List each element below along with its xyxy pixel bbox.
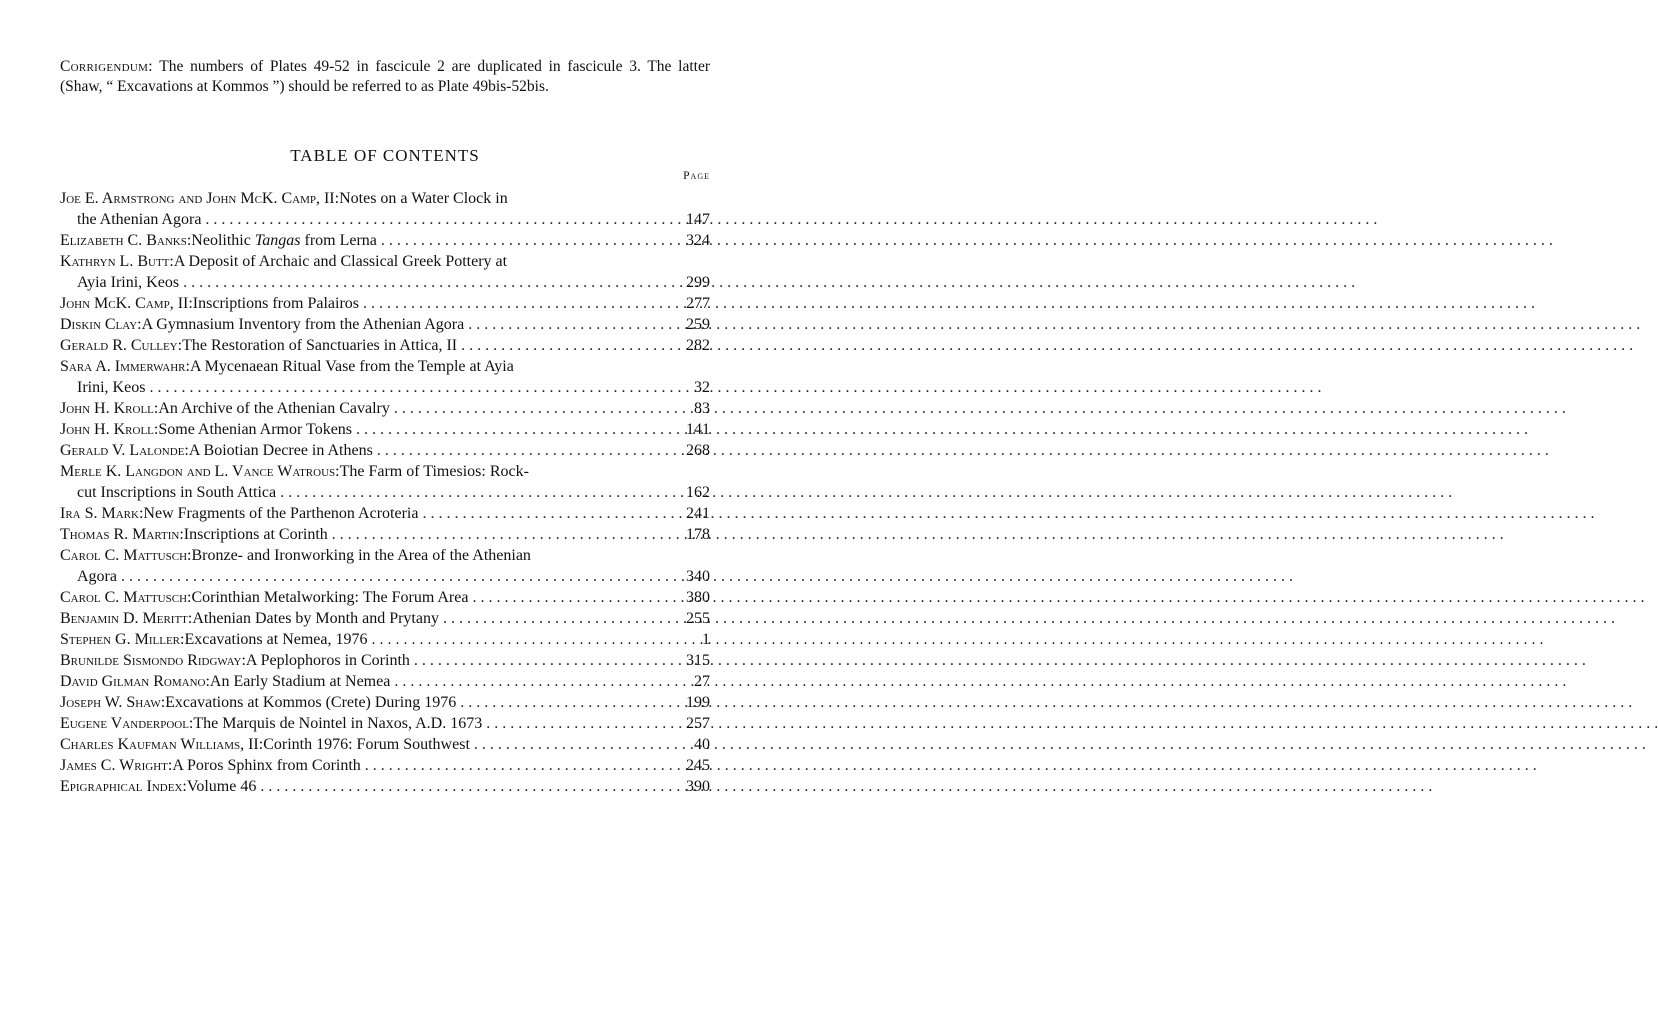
dot-leader xyxy=(365,755,1537,776)
toc-entry-title: Corinth 1976: Forum Southwest xyxy=(263,736,470,753)
toc-list xyxy=(60,188,710,797)
toc-entry-first-line xyxy=(60,713,666,734)
toc-entry-author: Joe E. Armstrong and John McK. Camp, II: xyxy=(60,190,340,207)
toc-entry-text xyxy=(60,335,666,356)
toc-entry-author: Epigraphical Index: xyxy=(60,778,187,795)
dot-leader xyxy=(468,314,1640,335)
toc-entry-text xyxy=(60,230,666,251)
toc-entry xyxy=(60,755,710,776)
toc-entry-title: Inscriptions at Corinth xyxy=(183,526,328,543)
toc-entry-author: Joseph W. Shaw: xyxy=(60,694,166,711)
toc-entry-title: Volume 46 xyxy=(186,778,257,795)
toc-entry-continuation xyxy=(60,482,666,503)
toc-entry-text xyxy=(60,692,666,713)
dot-leader xyxy=(332,524,1504,545)
toc-entry-continuation-text: Ayia Irini, Keos xyxy=(77,274,180,291)
toc-entry-page-number: 340 xyxy=(686,568,710,585)
toc-entry xyxy=(60,524,710,545)
toc-entry xyxy=(60,692,710,713)
toc-entry-page-number: 282 xyxy=(686,337,710,354)
dot-leader xyxy=(422,503,1594,524)
dot-leader xyxy=(372,629,1544,650)
toc-entry-title: The Marquis de Nointel in Naxos, A.D. 1673 xyxy=(193,715,483,732)
toc-entry xyxy=(60,335,710,356)
toc-entry-first-line xyxy=(60,188,666,209)
toc-entry-title: Bronze- and Ironworking in the Area of the Athenian xyxy=(191,547,531,564)
dot-leader xyxy=(394,398,1566,419)
toc-entry-page-number: 268 xyxy=(686,442,710,459)
toc-entry-title: A Boiotian Decree in Athens xyxy=(188,442,373,459)
dot-leader xyxy=(260,776,1432,797)
toc-entry-author: Stephen G. Miller: xyxy=(60,631,185,648)
toc-entry-author: Elizabeth C. Banks: xyxy=(60,232,192,249)
dot-leader xyxy=(377,440,1549,461)
dot-leader xyxy=(414,650,1586,671)
toc-entry-first-line xyxy=(60,524,666,545)
toc-entry-text xyxy=(60,314,666,335)
toc-entry-first-line xyxy=(60,650,666,671)
toc-entry-first-line xyxy=(60,503,666,524)
toc-entry-text xyxy=(60,356,666,398)
corrigendum-text: The numbers of Plates 49-52 in fascicule 2 are duplicated in fascicule 3. The latter (Shaw, “ Excavations at Kommos ”) should be referred to as Plate 49bis-52bis. xyxy=(60,58,710,95)
toc-entry-text xyxy=(60,650,666,671)
toc-entry-author: Sara A. Immerwahr: xyxy=(60,358,190,375)
toc-entry-title: The Farm of Timesios: Rock- xyxy=(339,463,529,480)
toc-entry xyxy=(60,230,710,251)
toc-entry-first-line xyxy=(60,356,666,377)
toc-entry-title: Some Athenian Armor Tokens xyxy=(158,421,353,438)
toc-entry-first-line xyxy=(60,692,666,713)
toc-entry-author: Carol C. Mattusch: xyxy=(60,589,192,606)
toc-entry-page-number: 299 xyxy=(686,274,710,291)
toc-entry xyxy=(60,587,710,608)
toc-entry-first-line xyxy=(60,461,666,482)
toc-entry xyxy=(60,650,710,671)
toc-entry-author: John H. Kroll: xyxy=(60,421,159,438)
dot-leader xyxy=(149,377,1321,398)
document-page xyxy=(60,57,710,797)
toc-entry-title: A Poros Sphinx from Corinth xyxy=(172,757,361,774)
dot-leader xyxy=(394,671,1566,692)
corrigendum-note xyxy=(60,57,710,97)
toc-entry xyxy=(60,776,710,797)
toc-entry-title: An Early Stadium at Nemea xyxy=(209,673,391,690)
toc-entry-page-number: 32 xyxy=(694,379,710,396)
toc-entry xyxy=(60,293,710,314)
toc-entry-text xyxy=(60,629,666,650)
toc-entry-author: Benjamin D. Meritt: xyxy=(60,610,193,627)
dot-leader xyxy=(205,209,1377,230)
dot-leader xyxy=(280,482,1452,503)
toc-entry-page-number: 277 xyxy=(686,295,710,312)
toc-entry xyxy=(60,314,710,335)
toc-entry-page-number: 199 xyxy=(686,694,710,711)
toc-entry-title: Notes on a Water Clock in xyxy=(339,190,508,207)
toc-entry-page-number: 178 xyxy=(686,526,710,543)
toc-entry-text xyxy=(60,251,666,293)
toc-entry-title: Neolithic Tangas from Lerna xyxy=(191,232,377,249)
toc-entry-author: Merle K. Langdon and L. Vance Watrous: xyxy=(60,463,340,480)
toc-entry-page-number: 245 xyxy=(686,757,710,774)
toc-entry xyxy=(60,713,710,734)
toc-entry-page-number: 40 xyxy=(694,736,710,753)
toc-entry-author: John McK. Camp, II: xyxy=(60,295,193,312)
toc-entry-first-line xyxy=(60,230,666,251)
toc-entry-first-line xyxy=(60,734,666,755)
toc-entry xyxy=(60,545,710,587)
toc-entry-author: Brunilde Sismondo Ridgway: xyxy=(60,652,246,669)
toc-entry-author: Gerald V. Lalonde: xyxy=(60,442,189,459)
toc-entry-title: A Gymnasium Inventory from the Athenian Agora xyxy=(141,316,465,333)
toc-entry-title: Excavations at Kommos (Crete) During 1976 xyxy=(165,694,457,711)
toc-entry-author: Kathryn L. Butt: xyxy=(60,253,174,270)
toc-entry-title: An Archive of the Athenian Cavalry xyxy=(158,400,390,417)
toc-entry-author: John H. Kroll: xyxy=(60,400,159,417)
toc-entry-text xyxy=(60,440,666,461)
toc-entry-title: A Mycenaean Ritual Vase from the Temple at Ayia xyxy=(189,358,514,375)
toc-title: TABLE OF CONTENTS xyxy=(290,146,480,165)
toc-entry-first-line xyxy=(60,755,666,776)
dot-leader xyxy=(461,335,1633,356)
dot-leader xyxy=(356,419,1528,440)
toc-entry-page-number: 147 xyxy=(686,211,710,228)
dot-leader xyxy=(472,587,1644,608)
toc-entry xyxy=(60,608,710,629)
toc-entry-title: A Peplophoros in Corinth xyxy=(245,652,410,669)
toc-entry-first-line xyxy=(60,335,666,356)
dot-leader xyxy=(363,293,1535,314)
toc-entry-text xyxy=(60,419,666,440)
toc-entry-first-line xyxy=(60,251,666,272)
toc-entry-continuation-text: Irini, Keos xyxy=(77,379,146,396)
toc-entry-page-number: 259 xyxy=(686,316,710,333)
toc-entry-author: Carol C. Mattusch: xyxy=(60,547,192,564)
toc-entry-continuation xyxy=(60,566,666,587)
toc-entry-author: Diskin Clay: xyxy=(60,316,142,333)
toc-entry-text xyxy=(60,524,666,545)
toc-entry-page-number: 141 xyxy=(686,421,710,438)
dot-leader xyxy=(381,230,1553,251)
toc-entry-page-number: 241 xyxy=(686,505,710,522)
toc-entry-text xyxy=(60,587,666,608)
toc-entry-first-line xyxy=(60,398,666,419)
dot-leader xyxy=(486,713,1658,734)
dot-leader xyxy=(460,692,1632,713)
toc-entry-text xyxy=(60,461,666,503)
toc-entry-continuation xyxy=(60,272,666,293)
toc-entry-text xyxy=(60,776,666,797)
toc-entry-title: Athenian Dates by Month and Prytany xyxy=(192,610,439,627)
toc-entry-page-number: 255 xyxy=(686,610,710,627)
toc-entry xyxy=(60,356,710,398)
toc-entry-first-line xyxy=(60,608,666,629)
toc-entry-text xyxy=(60,188,666,230)
toc-entry-text xyxy=(60,755,666,776)
toc-entry-first-line xyxy=(60,587,666,608)
dot-leader xyxy=(183,272,1355,293)
toc-entry-author: Thomas R. Martin: xyxy=(60,526,184,543)
toc-entry xyxy=(60,440,710,461)
toc-entry-author: Gerald R. Culley: xyxy=(60,337,183,354)
toc-entry-page-number: 162 xyxy=(686,484,710,501)
dot-leader xyxy=(474,734,1646,755)
toc-entry xyxy=(60,503,710,524)
toc-entry-text xyxy=(60,503,666,524)
toc-entry xyxy=(60,461,710,503)
toc-entry-continuation-text: cut Inscriptions in South Attica xyxy=(77,484,277,501)
toc-entry-text xyxy=(60,671,666,692)
toc-entry-author: Ira S. Mark: xyxy=(60,505,144,522)
toc-entry-page-number: 1 xyxy=(702,631,710,648)
toc-entry-text xyxy=(60,713,666,734)
toc-entry xyxy=(60,398,710,419)
toc-entry-continuation-text: Agora xyxy=(77,568,117,585)
toc-entry-title: Excavations at Nemea, 1976 xyxy=(184,631,368,648)
toc-entry xyxy=(60,629,710,650)
toc-entry-first-line xyxy=(60,629,666,650)
toc-entry-first-line xyxy=(60,419,666,440)
toc-entry-title: Corinthian Metalworking: The Forum Area xyxy=(191,589,469,606)
toc-entry-title: New Fragments of the Parthenon Acroteria xyxy=(143,505,419,522)
toc-entry-page-number: 380 xyxy=(686,589,710,606)
toc-entry-page-number: 27 xyxy=(694,673,710,690)
toc-entry-page-number: 257 xyxy=(686,715,710,732)
toc-entry-first-line xyxy=(60,314,666,335)
toc-entry xyxy=(60,188,710,230)
toc-entry-author: David Gilman Romano: xyxy=(60,673,210,690)
toc-entry xyxy=(60,671,710,692)
toc-entry-title: A Deposit of Archaic and Classical Greek Pottery at xyxy=(173,253,508,270)
toc-entry-text xyxy=(60,608,666,629)
toc-entry-page-number: 83 xyxy=(694,400,710,417)
toc-entry xyxy=(60,251,710,293)
toc-entry-title: The Restoration of Sanctuaries in Attica, II xyxy=(182,337,458,354)
toc-entry-text xyxy=(60,293,666,314)
toc-entry-author: Eugene Vanderpool: xyxy=(60,715,194,732)
toc-entry-text xyxy=(60,545,666,587)
toc-entry-author: Charles Kaufman Williams, II: xyxy=(60,736,264,753)
toc-entry-continuation xyxy=(60,209,666,230)
toc-entry-continuation xyxy=(60,377,666,398)
toc-entry xyxy=(60,419,710,440)
toc-entry-page-number: 315 xyxy=(686,652,710,669)
toc-entry xyxy=(60,734,710,755)
toc-entry-first-line xyxy=(60,293,666,314)
toc-entry-text xyxy=(60,398,666,419)
toc-entry-first-line xyxy=(60,440,666,461)
toc-entry-page-number: 324 xyxy=(686,232,710,249)
toc-entry-continuation-text: the Athenian Agora xyxy=(77,211,202,228)
toc-entry-title: Inscriptions from Palairos xyxy=(192,295,359,312)
toc-entry-first-line xyxy=(60,776,666,797)
page-column-header: Page xyxy=(683,170,710,182)
toc-entry-author: James C. Wright: xyxy=(60,757,173,774)
corrigendum-heading: Corrigendum: xyxy=(60,58,153,75)
toc-entry-text xyxy=(60,734,666,755)
toc-entry-first-line xyxy=(60,671,666,692)
toc-entry-page-number: 390 xyxy=(686,778,710,795)
dot-leader xyxy=(443,608,1615,629)
toc-entry-first-line xyxy=(60,545,666,566)
